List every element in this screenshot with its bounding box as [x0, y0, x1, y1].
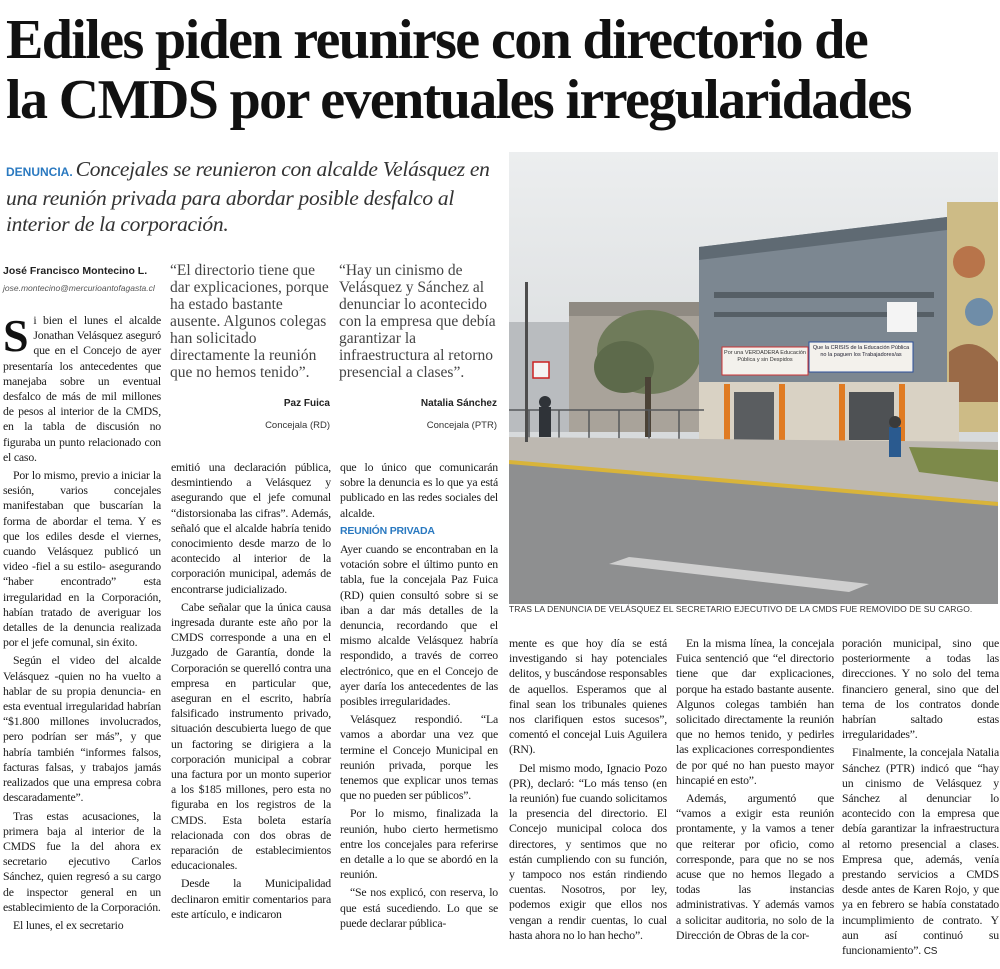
photo-banner-left: Por una VERDADERA Educación Pública y sin Despidos: [724, 350, 806, 363]
paragraph: “Se nos explicó, con reserva, lo que está sucediendo. Lo que se puede declarar pública-: [340, 885, 498, 930]
lead-text: Concejales se reunieron con alcalde Velásquez en una reunión privada para abordar posible desfalco al interior de la corporación.: [6, 157, 490, 236]
paragraph: Además, argumentó que “vamos a exigir esta reunión prontamente, y la vamos a tener que reiterar por oficio, como corresponde, para que no se nos acuse que no hemos llegado a todas las instancias administrativas. Y además vamos a solicitar auditoria, no solo de la Dirección de Obras de la cor-: [676, 791, 834, 942]
photo-banner-right: Que la CRISIS de la Educación Pública no la paguen los Trabajadores/as: [812, 345, 910, 358]
article-photo: [509, 152, 998, 604]
headline-line-1: Ediles piden reunirse con directorio de: [6, 9, 868, 71]
subhead-reunion-privada: REUNIÓN PRIVADA: [340, 524, 435, 537]
school-building-photo: [509, 152, 998, 604]
paragraph: Finalmente, la concejala Natalia Sánchez (PTR) indicó que “hay un cinismo de Velásquez y Sánchez al denunciar lo acontecido con la empresa que debía garantizar la infraestructura al retorno presencial a clases. Empresa que, además, venía prestando servicios a CMDS desde antes de Karen Rojo, y que ya en febrero se había constatado incumplimiento de contrato. Y aun así continuó su funcionamiento”. CS: [842, 745, 999, 958]
paragraph: Tras estas acusaciones, la primera baja al interior de la CMDS fue la del ahora ex secretario ejecutivo Carlos Sánchez, quien regresó a su cargo de inspector general en un establecimiento de la Corporación.: [3, 808, 161, 914]
end-mark: CS: [923, 946, 938, 958]
paragraph: Ayer cuando se encontraban en la votación sobre el último punto en tabla, fue la concejala Paz Fuica (RD) quien consultó sobre si se iban a dar más detalles de la denuncia, recordando que el mismo alcalde Velásquez habría respondido, a través de correo electrónico, que en el Concejo de ayer daría los antecedentes de las posibles irregularidades.: [340, 542, 498, 709]
quote-role: Concejala (PTR): [426, 420, 497, 431]
body-column-6: [842, 636, 999, 959]
body-column-5: [676, 636, 834, 943]
quote-role: Concejala (RD): [265, 420, 330, 431]
headline: [6, 10, 996, 130]
paragraph: Por lo mismo, previo a iniciar la sesión, varios concejales manifestaban que buscarían la forma de abordar el tema. Y es que los ediles desde el viernes, cuando Velásquez publicó un video -fiel a su estilo- asegurando “haber encontrado” esta irregularidad en la Corporación, habían tratado de averiguar los detalles de la denuncia realizada por el jefe comunal, sin éxito.: [3, 468, 161, 650]
author-email: jose.montecino@mercurioantofagasta.cl: [3, 283, 155, 293]
body-column-1: [3, 310, 161, 933]
paragraph: Del mismo modo, Ignacio Pozo (PR), declaró: “Lo más tenso (en la reunión) fue cuando solicitamos la presencia del directorio. El Concejo municipal coloca dos directores, y sentimos que no están cumpliendo con su función, y tampoco nos están rindiendo cuentas. Nosotros, por ley, podemos exigir que ellos nos vengan a rendir cuentas, lo cual hasta ahora no lo han hecho”.: [509, 760, 667, 942]
body-column-4: [509, 636, 667, 943]
quote-author: Paz Fuica: [283, 398, 330, 409]
quote-author: Natalia Sánchez: [420, 398, 497, 409]
paragraph: Por lo mismo, finalizada la reunión, hubo cierto hermetismo entre los concejales para referirse en detalle a lo que se abordó en la reunión.: [340, 806, 498, 882]
paragraph: Según el video del alcalde Velásquez -quien no ha vuelto a hablar de su propia denuncia- en esta eventual irregularidad habrían “$1.800 millones involucrados, pero podrían ser más”, y que habría también “informes falsos, facturas falsas, y trabajos jamás realizados que una empresa cobra descaradamente”.: [3, 653, 161, 805]
pull-quote-fuica: [170, 262, 330, 434]
paragraph: poración municipal, sino que posteriormente a todas las direcciones. Y no solo del tema financiero general, sino que del tema de los contratos donde habrían saltado estas irregularidades”.: [842, 636, 999, 742]
paragraph: mente es que hoy día se está investigando si hay potenciales delitos, y buscándose responsables de aquellos. Esperamos que al final sean los tribunales quienes nos clarifiquen estos sucesos”, comentó el concejal Luis Aguilera (RN).: [509, 636, 667, 757]
paragraph: que lo único que comunicarán sobre la denuncia es lo que ya está publicado en las redes sociales del alcalde.: [340, 460, 498, 520]
headline-line-2: la CMDS por eventuales irregularidades: [6, 69, 911, 131]
quote-text: “Hay un cinismo de Velásquez y Sánchez al denunciar lo acontecido con la empresa que debía garantizar la infraestructura al retorno presencial a clases”.: [339, 262, 496, 381]
lead-kicker: DENUNCIA.: [6, 165, 73, 179]
drop-cap: S: [3, 310, 29, 361]
paragraph: Si bien el lunes el alcalde Jonathan Velásquez aseguró que en el Concejo de ayer presentaría los antecedentes que manejaba sobre un eventual desfalco de más de mil millones de pesos al interior de la CMDS, en la tabla de discusión no figuraba un punto relacionado con el caso.: [3, 310, 161, 464]
byline: [3, 265, 163, 293]
paragraph: emitió una declaración pública, desmintiendo a Velásquez y asegurando que el jefe comunal “distorsionaba las cifras”. Además, señaló que el alcalde habría tenido conocimiento desde marzo de lo acontecido al interior de la corporación municipal, además de encontrarse judicializado.: [171, 460, 331, 596]
paragraph: Desde la Municipalidad declinaron emitir comentarios para este artículo, e indicaron: [171, 876, 331, 921]
paragraph: Velásquez respondió. “La vamos a abordar una vez que termine el Concejo Municipal en reunión privada, porque les tenemos que explicar unos temas que no pueden ser públicos”.: [340, 712, 498, 803]
pull-quote-sanchez: [339, 262, 497, 434]
body-column-2: [171, 460, 331, 922]
quote-text: “El directorio tiene que dar explicaciones, porque ha estado bastante ausente. Algunos colegas han solicitado directamente la reunión que no hemos tenido”.: [170, 262, 329, 381]
photo-caption: TRAS LA DENUNCIA DE VELÁSQUEZ EL SECRETARIO EJECUTIVO DE LA CMDS FUE REMOVIDO DE SU CARGO.: [509, 604, 973, 614]
paragraph: En la misma línea, la concejala Fuica sentenció que “el directorio tiene que dar explicaciones, porque ha estado bastante ausente. Algunos colegas también han solicitado directamente la reunión que no hemos tenido, y pedirles las explicaciones correspondientes de por qué no han puesto mayor hincapié en esto”.: [676, 636, 834, 787]
paragraph: Cabe señalar que la única causa ingresada durante este año por la CMDS corresponde a una en el Juzgado de Garantía, donde la Corporación se querelló contra una empresa en particular que, aseguran en el escrito, habría falsificado instrumento privado, situación descubierta luego de que un factoring se dirigiera a la corporación municipal a cobrar una factura por un monto superior a los $185 millones, pero esta no figuraba en los registros de la CMDS. Esta boleta estaría relacionada con dos obras de reparación de establecimientos educacionales.: [171, 599, 331, 873]
paragraph: El lunes, el ex secretario: [13, 917, 124, 932]
lead-paragraph: [6, 156, 502, 237]
body-column-3: [340, 460, 498, 931]
author-name: José Francisco Montecino L.: [3, 265, 148, 277]
